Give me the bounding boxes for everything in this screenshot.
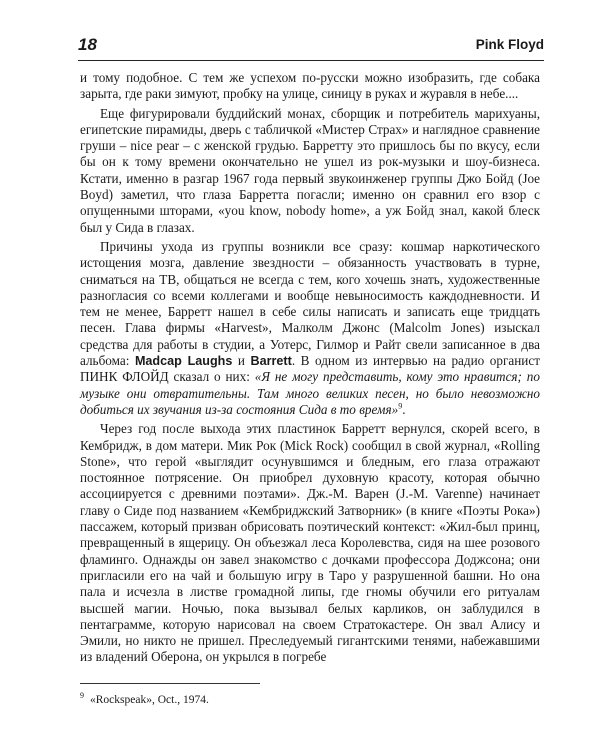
album-title-barrett: Barrett [250,354,292,369]
paragraph-3 [80,239,540,418]
footnote [80,689,480,707]
paragraph-2: Еще фигурировали буддийский монах, сборщик и потребитель марихуаны, египетские пирамиды, дверь с табличкой «Мистер Страх» и наглядное сравнение груши – nice pear – с женской грудью. Барретту это пришлось бы по вкусу, если бы он к тому времени окончательно не ушел из рок-музыки и шоу-бизнеса. Кстати, именно в разгар 1967 года первый звукоинженер группы Джо Бойд (Joe Boyd) заметил, что глаза Барретта погасли; именно он сравнил его взор с опущенными шторами, «you know, nobody home», а уж Бойд знал, какой блеск был у Сида в глазах. [80,105,540,235]
conjunction: и [232,353,251,369]
footnote-reference[interactable]: 9 [398,401,403,411]
organist-quote: «Я не могу представить, кому это нравится; по музыке они отвратительны. Там много великих песен, но было невозможно добиться их звучания из-за состояния Сида в то время» [80,369,540,417]
footnote-divider [80,683,260,684]
footnote-text: «Rockspeak», Oct., 1974. [90,693,209,706]
paragraph-1: и тому подобное. С тем же успехом по-русски можно изобразить, где собака зарыта, где раки зимуют, пробку на улице, синицу в руках и журавля в небе.... [80,70,540,102]
footnote-number: 9 [80,691,84,700]
page-number: 18 [78,35,97,54]
paragraph-3-mid: . В одном из интервью на радио органист ПИНК ФЛОЙД сказал о них: [80,353,540,385]
page-header [78,34,544,61]
paragraph-4: Через год после выхода этих пластинок Барретт вернулся, скорей всего, в Кембридж, в дом матери. Мик Рок (Mick Rock) сообщил в свой журнал, «Rolling Stone», что герой «выглядит осунувшимся и бледным, его глаза отражают постоянное потрясение. Он приобрел духовную красоту, которая обычно ассоциируется с древними поэтами». Дж.-М. Варен (J.-M. Varenne) начинает главу о Сиде под названием «Кембриджский Затворник» (в книге «Поэты Рока») пассажем, который призван обрисовать поэтический контекст: «Жил-был принц, превращенный в ящерицу. Он объезжал леса Королевства, сидя на шее розового фламинго. Однажды он завел знакомство с дочками профессора Доджсона; они пригласили его на чай и большую игру в Таро у разрушенной башни. Но она пала и исчезла в листве громадной липы, где гномы обучили его ритуалам высшей магии. Ночью, пока вызывал белых карликов, он заблудился в пентаграмме, которую нарисовал на своем Стратокастере. Он звал Алису и Эмили, но никто не пришел. Преследуемый гигантскими тенями, набежавшими из владений Оберона, он укрылся в погребе [80,421,540,665]
paragraph-3-end: . [402,401,406,417]
album-title-madcap-laughs: Madcap Laughs [134,354,233,369]
body-text [80,70,540,666]
running-title: Pink Floyd [475,37,544,52]
paragraph-3-start: Причины ухода из группы возникли все сразу: кошмар наркотического истощения мозга, давление звездности – обязанность участвовать в турне, сниматься на ТВ, общаться не всегда с тем, кого хочешь знать, художественные разногласия со всеми коллегами и вообще невыносимость каждодневности. И тем не менее, Барретт нашел в себе силы написать и записать еще тридцать песен. Глава фирмы «Harvest», Малколм Джонс (Malcolm Jones) изыскал средства для работы в студии, а Уотерс, Гилмор и Райт свели записанное в два альбома: [80,238,540,369]
